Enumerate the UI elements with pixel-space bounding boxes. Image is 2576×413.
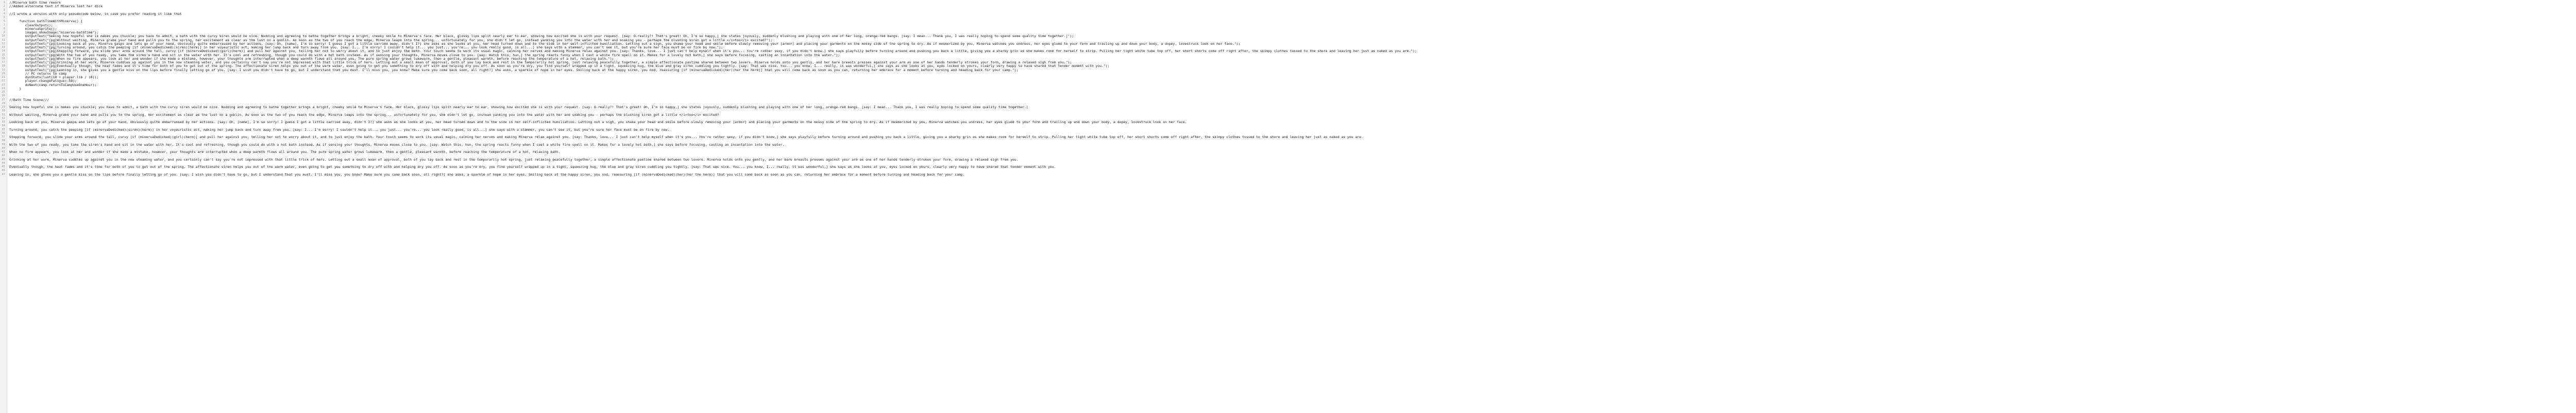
line-text: When no fire appears, you look at her and wonder if she made a mistake, however, your thoughts are interrupted when a deep warmth flows all around you. The pure spring water grows lukewarm, then a gentle, pleasant warmth, before reaching the temperature of a hot, relaxing bath. — [9, 150, 561, 154]
line-number: 8 — [3, 27, 5, 30]
line-text: outputText("[pg]Leaning in, she gives you a gentle kiss on the lips before finally letting go of you. [say: I wish you didn't have to go, but I understand that you must. I'll miss you, you know? Make sure you come back soon, all right?] she asks, a sparkle of hope in her eyes. Smiling back at the happy siren, you nod, reassuring [if (minervaDedicked)(her)(her the herm)] that you will come back as soon as you can, returning her embrace for a moment before turning and heading back for your camp."); — [9, 67, 1019, 72]
line-number: 1 — [3, 1, 5, 4]
line-text: //Added alternate text if Minerva lost her dick — [9, 4, 103, 9]
line-text: //I wrote a version with only pseudocode below, in case you prefer reading it like that — [9, 11, 182, 16]
line-number: 14 — [2, 49, 5, 53]
line-text: //Bath Time Scene/// — [9, 97, 49, 102]
line-text: images.showImage("minerva-bathtime"); — [9, 30, 99, 35]
line-text: } — [9, 86, 22, 91]
line-text: //Minerva bath time rework — [9, 1, 61, 5]
line-number: 7 — [3, 23, 5, 27]
line-text: Turning around, you catch the peeping [if (minervaDedicked)(siren)(herm)] in her voyeuristic act, making her jump back and turn away from you. [say: I... I'm sorry! I couldn't help it... you just... you're... you look really good, is all...] she says with a stammer, you can't see it, but you're sure her face must be on fire by now. — [9, 127, 670, 132]
line-number: 46 — [2, 169, 5, 173]
line-number: 10 — [2, 35, 5, 38]
line-text: doNext(camp.returnToCampUseOneHour); — [9, 82, 97, 87]
line-number: 22 — [2, 79, 5, 83]
line-number: 3 — [3, 8, 5, 12]
line-number: 27 — [2, 98, 5, 101]
line-number: 39 — [2, 143, 5, 146]
line-number: 30 — [2, 109, 5, 113]
line-number: 19 — [2, 68, 5, 72]
line-text: outputText("[pg]Looking back at you, Minerva gasps and lets go of your hand, obviously quite embarrassed by her actions. [say: Oh, [name], I'm so sorry! I guess I got a little carried away, didn't I?] she asks as she looks at you, her head turned down and to the side in her self-inflicted humiliation. Letting out a sigh, you shake your head and smile before slowly removing your [armor] and placing your garments on the mossy side of the spring to dry. As if mesmerized by you, Minerva watches you undress, her eyes glued to your form and trailing up and down your body, a dopey, lovestruck look on her face."); — [9, 41, 1241, 46]
line-number: 23 — [2, 83, 5, 87]
line-number: 42 — [2, 154, 5, 158]
line-number: 6 — [3, 20, 5, 23]
line-number: 28 — [2, 101, 5, 105]
line-number: 44 — [2, 161, 5, 165]
line-text: outputText("[pg]Eventually though, the heat fades and it's time for both of you to get out of the spring. The affectionate siren helps you out of the warm water, even going to get you something to dry off with and helping dry you off. As soon as you're dry, you find yourself wrapped up in a tight, squeezing hug, the blue and gray siren cuddling you tightly. [say: That was nice. You... you know, I... really, it was wonderful,] she says as she looks at you, eyes locked on yours, clearly very happy to have shared that tender moment with you."); — [9, 64, 1110, 68]
line-text: outputText("[pg]Turning around, you catch the peeping [if (minervaDedicked)(siren)(herm)] in her voyeuristic act, making her jump back and turn away from you. [say: I... I'm sorry! I couldn't help it... you just... you're... you look really good, is all...] she says with a stammer, you can't see it, but you're sure her face must be on fire by now."); — [9, 45, 723, 49]
line-number: 36 — [2, 131, 5, 135]
line-text: Eventually though, the heat fades and it's time for both of you to get out of the spring. The affectionate siren helps you out of the warm water, even going to get you something to dry off with and helping dry you off. As soon as you're dry, you find yourself wrapped up in a tight, squeezing hug, the blue and gray siren cuddling you tightly. [say: That was nice. You... you know, I... really, it was wonderful,] she says as she looks at you, eyes locked on yours, clearly very happy to have shared that tender moment with you. — [9, 165, 1056, 169]
line-text: minervaSprite(); — [9, 26, 57, 31]
line-text: outputText("[pg]Without waiting, Minerva grabs your hand and pulls you to the spring, her excitement as clear as the lust on a goblin. As soon as the two of you reach the edge, Minerva leaps into the spring... unfortunately for you, she didn't let go, instead yanking you into the water with her and soaking you - perhaps the blushing siren got a little </i>too</i> excited?"); — [9, 38, 773, 42]
line-text: player.changeFatigue(-50); — [9, 79, 77, 83]
line-number: 40 — [2, 146, 5, 150]
line-number: 9 — [3, 31, 5, 34]
line-number: 29 — [2, 106, 5, 109]
line-number: 4 — [3, 12, 5, 15]
line-number: 15 — [2, 53, 5, 57]
line-number: 32 — [2, 116, 5, 120]
line-number: 34 — [2, 124, 5, 128]
line-text: Leaning in, she gives you a gentle kiss on the lips before finally letting go of you. [say: I wish you didn't have to go, but I understand that you must. I'll miss you, you know? Make sure you come back soon, all right?] she asks, a sparkle of hope in her eyes. Smiling back at the happy siren, you nod, reassuring [if (minervaDedicked)(her)(her the herm)] that you will come back as soon as you can, returning her embrace for a moment before turning and heading back for your camp. — [9, 172, 965, 177]
line-number: 16 — [2, 57, 5, 60]
line-number: 35 — [2, 128, 5, 131]
line-text: outputText("[pg]Grinning at her work, Minerva cuddles up against you in the now steaming water, and you certainly can't say you're not impressed with that little trick of hers. Letting out a small moan of approval, both of you lay back and rest in the temporarily hot spring, just relaxing peacefully together, a simple affectionate pastime shared between two lovers. Minerva holds onto you gently, and her bare breasts presses against your arm as one of her hands tenderly strokes your form, drawing a relaxed sigh from you."); — [9, 60, 1072, 64]
line-text: outputText("[pg]When no fire appears, you look at her and wonder if she made a mistake, however, your thoughts are interrupted when a deep warmth flows all around you. The pure spring water grows lukewarm, then a gentle, pleasant warmth, before reaching the temperature of a hot, relaxing bath."); — [9, 56, 614, 61]
line-number: 5 — [3, 16, 5, 19]
line-number: 37 — [2, 135, 5, 139]
line-number: 41 — [2, 150, 5, 153]
line-text: outputText("[pg]With the two of you ready, you take the siren's hand and sit in the water with her. It's cool and refreshing, though you could do with a hot bath instead. As if sensing your thoughts, Minerva moves close to you. [say: Watch this, hun,] the spring reacts funny when I cast a white fire spell on it. Makes for a lovely hot bath,] she says before focusing, casting an incantation into the water."); — [9, 53, 840, 57]
line-text: Looking back at you, Minerva gasps and lets go of your hand, obviously quite embarrassed by her actions. [say: Oh, [name], I'm so sorry! I guess I got a little carried away, didn't I?] she asks as she looks at you, her head turned down and to the side in her self-inflicted humiliation. Letting out a sigh, you shake your head and smile before slowly removing your [armor] and placing your garments on the mossy side of the spring to dry. As if mesmerized by you, Minerva watches you undress, her eyes glued to your form and trailing up and down your body, a dopey, lovestruck look on her face. — [9, 120, 1187, 124]
line-text: dynStats(lust(10 + player.lib / 10)); — [9, 75, 99, 79]
line-text: Stepping forward, you slide your arms around the tall, curvy [if (minervaDedicked)(girl)(herm)] and pull her against you, telling her not to worry about it, and to just enjoy the bath. Your touch seems to work its usual magic, calming her nerves and making Minerva relax against you. [say: Thanks, love... I just can't help myself when it's you... You're rather sexy, if you didn't know,] she says playfully before turning around and pushing you back a little, giving you a sharky grin as she makes room for herself to strip. Pulling her tight white tube top off, her short shorts come off right after, the skimpy clothes tossed to the shore and leaving her just as naked as you are. — [9, 135, 1363, 139]
line-text: With the two of you ready, you take the siren's hand and sit in the water with her. It's cool and refreshing, though you could do with a hot bath instead. As if sensing your thoughts, Minerva moves close to you. [say: Watch this, hun, the spring reacts funny when I cast a white fire spell on it. Makes for a lovely hot bath,] she says before focusing, casting an incantation into the water. — [9, 142, 785, 147]
line-text: Without waiting, Minerva grabs your hand and pulls you to the spring, her excitement as clear as the lust on a goblin. As soon as the two of you reach the edge, Minerva leaps into the spring... unfortunately for you, she didn't let go, instead yanking you into the water with her and soaking you - perhaps the blushing siren got a little </i>too</i> excited? — [9, 112, 719, 117]
line-number: 21 — [2, 76, 5, 79]
line-text: outputText("Seeing how hopeful she is makes you chuckle; you have to admit, a bath with the curvy siren would be nice. Nodding and agreeing to bathe together brings a bright, cheeky smile to Minerva's face. Her black, glossy lips split nearly ear to ear, showing how excited she is with your request. [say: O-really?! That's great! Oh, I'm so happy,] she states joyously, suddenly blushing and playing with one of her long, orange-red bangs. [say: I mean... Thank you, I was really hoping to spend some quality time together.]"); — [9, 34, 1074, 39]
line-number: 45 — [2, 165, 5, 168]
line-text: clearOutput(); — [9, 23, 53, 27]
line-text: Seeing how hopeful she is makes you chuckle; you have to admit, a bath with the curvy siren would be nice. Nodding and agreeing to bathe together brings a bright, cheeky smile to Minerva's face. Her black, glossy lips split nearly ear to ear, showing how excited she is with your request. [say: O-really?! That's great! Oh, I'm so happy,] she states joyously, suddenly blushing and playing with one of her long, orange-red bangs. [say: I mean... Thank you, I was really hoping to spend some quality time together.] — [9, 105, 1028, 109]
line-number: 31 — [2, 113, 5, 116]
line-number: 13 — [2, 46, 5, 49]
line-number: 20 — [2, 72, 5, 75]
line-text: function bathTimeWithMinerva() { — [9, 19, 83, 24]
line-number: 11 — [2, 38, 5, 42]
line-number: 26 — [2, 94, 5, 98]
line-number: 25 — [2, 91, 5, 94]
line-number: 24 — [2, 87, 5, 90]
line-text: // PC returns to camp — [9, 71, 67, 76]
line-number: 33 — [2, 121, 5, 124]
line-number: 2 — [3, 5, 5, 8]
line-text: Grinning at her work, Minerva cuddles up against you in the now steaming water, and you certainly can't say you're not impressed with that little trick of hers. Letting out a small moan of approval, both of you lay back and rest in the temporarily hot spring, just relaxing peacefully together, a simple affectionate pastime shared between two lovers. Minerva holds onto you gently, and her bare breasts presses against your arm as one of her hands tenderly strokes your form, drawing a relaxed sigh from you. — [9, 157, 1019, 162]
line-number: 47 — [2, 173, 5, 176]
line-number: 18 — [2, 64, 5, 68]
line-number: 38 — [2, 139, 5, 143]
line-number: 43 — [2, 158, 5, 161]
line-number: 12 — [2, 42, 5, 45]
line-text: outputText("[pg]Stepping forward, you slide your arms around the tall, curvy [if (minervaDedicked)(girl)(herm)] and pull her against you, telling her not to worry about it, and to just enjoy the bath. Your touch seems to work its usual magic, calming her nerves and making Minerva relax against you. [say: Thanks, love... I just can't help myself when it's you... You're rather sexy, if you didn't know,] she says playfully before turning around and pushing you back a little, giving you a sharky grin as she makes room for herself to strip. Pulling her tight white tube top off, her short shorts come off right after, the skimpy clothes tossed to the shore and leaving her just as naked as you are."); — [9, 49, 1417, 54]
line-number: 17 — [2, 61, 5, 64]
